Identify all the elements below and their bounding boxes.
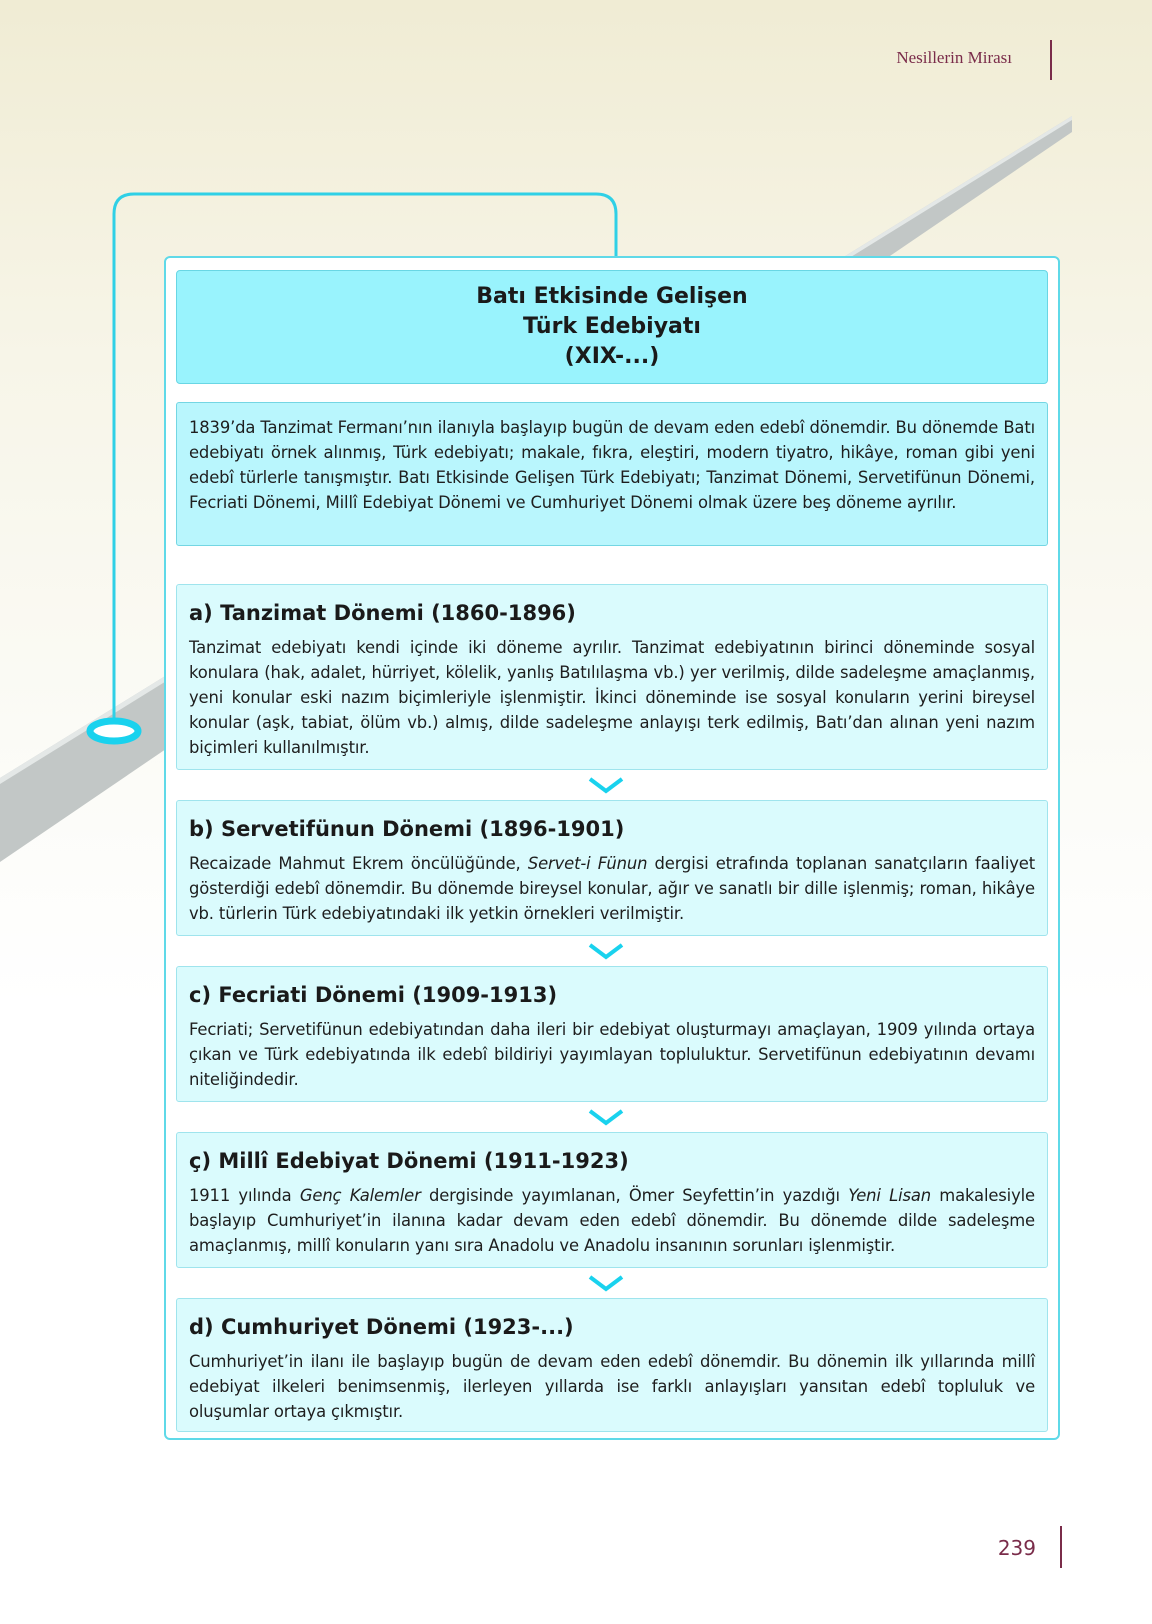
connector-ring-icon [90, 721, 138, 741]
title-line-2: Türk Edebiyatı [523, 314, 701, 339]
section-heading: ç) Millî Edebiyat Dönemi (1911-1923) [189, 1149, 629, 1173]
running-header: Nesillerin Mirası [896, 48, 1012, 67]
section-heading: d) Cumhuriyet Dönemi (1923-...) [189, 1315, 574, 1339]
text-part: dergisi etrafında toplanan sanatçıların faaliyet gösterdiği edebî dönemdir. Bu dönemde bireysel konular, ağır ve sanatlı bir dille işlenmiş; roman, hikâye vb. türlerin Türk edebiyatındaki ilk yetkin örnekleri verilmiştir. [189, 854, 1035, 923]
text-part: dergisinde yayımlanan, Ömer Seyfettin’in yazdığı [420, 1186, 849, 1205]
title-line-1: Batı Etkisinde Gelişen [476, 284, 748, 309]
chevron-down-icon [587, 776, 625, 794]
section-text: Fecriati; Servetifünun edebiyatından daha ileri bir edebiyat oluşturmayı amaçlayan, 1909 yılında ortaya çıkan ve Türk edebiyatında ilk edebî bildiriyi yayımlayan topluluktur. Servetifünun edebiyatının devamı niteliğindedir. [189, 1020, 1035, 1089]
section-heading: c) Fecriati Dönemi (1909-1913) [189, 983, 558, 1007]
section-text: Cumhuriyet’in ilanı ile başlayıp bugün de devam eden edebî dönemdir. Bu dönemin ilk yıllarında millî edebiyat ilkeleri benimsenmiş, ilerleyen yıllarda ise farklı anlayışları yansıtan edebî topluluk ve oluşumlar ortaya çıkmıştır. [189, 1352, 1035, 1421]
italic-article-name: Yeni Lisan [848, 1186, 932, 1205]
chevron-down-icon [587, 1274, 625, 1292]
section-servetifunun [176, 800, 1048, 936]
italic-journal-name: Genç Kalemler [299, 1186, 421, 1205]
text-part: 1911 yılında [189, 1186, 300, 1205]
section-text [189, 851, 1035, 926]
section-milli-edebiyat [176, 1132, 1048, 1268]
text-part: Recaizade Mahmut Ekrem öncülüğünde, [189, 854, 528, 873]
section-text [189, 1183, 1035, 1258]
section-tanzimat [176, 584, 1048, 770]
section-fecriati [176, 966, 1048, 1102]
title-box [176, 270, 1048, 384]
intro-box [176, 402, 1048, 546]
page-number: 239 [997, 1536, 1036, 1560]
italic-journal-name: Servet-i Fünun [527, 854, 648, 873]
title-line-3: (XIX-...) [564, 344, 660, 369]
section-cumhuriyet [176, 1298, 1048, 1432]
chevron-down-icon [587, 1108, 625, 1126]
page-number-divider [1060, 1526, 1062, 1568]
text-part: makalesiyle başlayıp Cumhuriyet’in ilanına kadar devam eden edebî dönemdir. Bu dönemde dilde sadeleşme amaçlanmış, millî konuların yanı sıra Anadolu ve Anadolu insanının sorunları işlenmiştir. [189, 1186, 1035, 1255]
section-text: Tanzimat edebiyatı kendi içinde iki döneme ayrılır. Tanzimat edebiyatının birinci döneminde sosyal konulara (hak, adalet, hürriyet, kölelik, yanlış Batılılaşma vb.) yer verilmiş, dilde sadeleşme amaçlanmış, yeni konular eski nazım biçimleriyle işlenmiştir. İkinci döneminde ise sosyal konuların yerini bireysel konular (aşk, tabiat, ölüm vb.) almış, dilde sadeleşme anlayışı terk edilmiş, Batı’dan alınan yeni nazım biçimleri kullanılmıştır. [189, 638, 1035, 757]
chevron-down-icon [587, 942, 625, 960]
intro-text: 1839’da Tanzimat Fermanı’nın ilanıyla başlayıp bugün de devam eden edebî dönemdir. Bu dönemde Batı edebiyatı örnek alınmış, Türk edebiyatı; makale, fıkra, eleştiri, modern tiyatro, hikâye, roman gibi yeni edebî türlerle tanışmıştır. Batı Etkisinde Gelişen Türk Edebiyatı; Tanzimat Dönemi, Servetifünun Dönemi, Fecriati Dönemi, Millî Edebiyat Dönemi ve Cumhuriyet Dönemi olmak üzere beş döneme ayrılır. [189, 418, 1035, 512]
section-heading: b) Servetifünun Dönemi (1896-1901) [189, 817, 625, 841]
header-divider [1050, 40, 1052, 80]
section-heading: a) Tanzimat Dönemi (1860-1896) [189, 601, 576, 625]
